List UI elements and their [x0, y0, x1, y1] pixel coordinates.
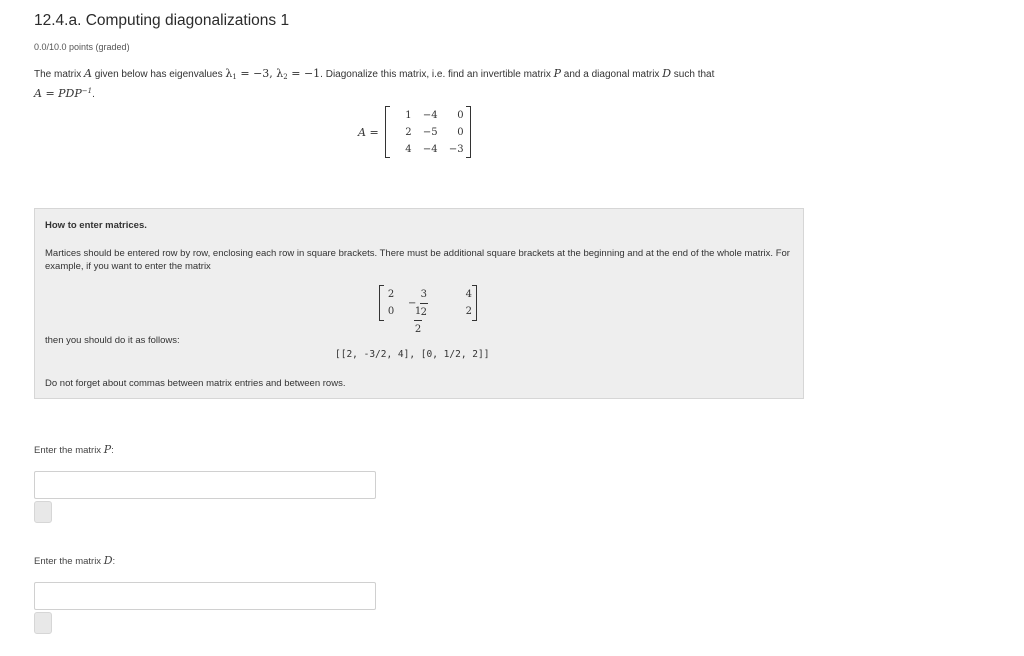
problem-text: and a diagonal matrix — [561, 69, 663, 80]
matrix-entry: 0 — [387, 306, 395, 317]
matrix-entry-fraction — [398, 303, 438, 335]
info-title: How to enter matrices. — [45, 220, 147, 231]
matrix-entry: 4 — [405, 143, 412, 155]
problem-text: such that — [671, 69, 715, 80]
matrix-entry: 0 — [457, 126, 464, 138]
label-text: Enter the matrix — [34, 556, 104, 567]
matrix-entry: −3 — [448, 143, 464, 155]
matrix-p-input[interactable] — [34, 471, 376, 499]
formula-text: A = PDP — [34, 87, 82, 100]
example-matrix — [379, 285, 477, 335]
colon: : — [111, 445, 114, 456]
var-p: P — [103, 443, 112, 456]
label-text: Enter the matrix — [34, 445, 104, 456]
matrix-entry: 1 — [405, 109, 412, 121]
matrix-p-label — [34, 443, 114, 456]
matrix-entry: −4 — [422, 143, 438, 155]
matrix-entry-fraction — [398, 286, 438, 318]
matrix-d-preview-button[interactable] — [34, 612, 52, 634]
eigenvalue-value: = −3, — [236, 67, 277, 80]
var-a: A — [84, 67, 92, 80]
eigenvalue-1 — [225, 67, 276, 80]
formula — [34, 87, 92, 100]
matrix-p-preview-button[interactable] — [34, 501, 52, 523]
denominator: 2 — [414, 324, 422, 335]
info-paragraph: Martices should be entered row by row, enclosing each row in square brackets. There must be additional square brackets at the beginning and at the end of the whole matrix. For example, if you want to enter the matrix — [45, 248, 790, 272]
problem-text: given below has eigenvalues — [91, 69, 226, 80]
matrix-entry: −5 — [422, 126, 438, 138]
problem-text: The matrix — [34, 69, 85, 80]
numerator: 3 — [420, 286, 428, 304]
eigenvalue-2 — [276, 67, 320, 80]
matrix-entry: 0 — [457, 109, 464, 121]
points-status: 0.0/10.0 points (graded) — [34, 42, 130, 52]
example-matrix-entries — [384, 286, 472, 335]
var-d: D — [662, 67, 672, 80]
lambda-symbol: λ — [225, 67, 233, 80]
fraction — [414, 303, 422, 338]
var-d: D — [103, 554, 113, 567]
var-p: P — [553, 67, 562, 80]
info-then-text: then you should do it as follows: — [45, 335, 180, 346]
matrix-entry: 2 — [465, 306, 472, 317]
matrix-a-label: A = — [358, 125, 379, 139]
problem-statement — [34, 67, 804, 102]
subscript: 1 — [232, 73, 237, 81]
colon: : — [112, 556, 116, 567]
problem-title: 12.4.a. Computing diagonalizations 1 — [34, 12, 290, 29]
matrix-a-display — [358, 106, 471, 158]
minus-sign: − — [408, 298, 417, 309]
info-note: Do not forget about commas between matrix entries and between rows. — [45, 378, 346, 389]
right-bracket — [466, 106, 471, 158]
subscript: 2 — [283, 73, 288, 81]
right-bracket — [472, 285, 477, 321]
superscript: −1 — [81, 87, 93, 95]
matrix-entry: 2 — [387, 289, 395, 300]
matrix-entry: −4 — [422, 109, 438, 121]
lambda-symbol: λ — [276, 67, 284, 80]
matrix-d-input[interactable] — [34, 582, 376, 610]
numerator: 1 — [414, 303, 422, 321]
matrix-d-label — [34, 554, 115, 567]
matrix-a-entries — [390, 107, 466, 158]
example-code: [[2, -3/2, 4], [0, 1/2, 2]] — [335, 349, 490, 360]
denominator: 2 — [420, 307, 427, 318]
matrix-entry: 4 — [465, 289, 472, 300]
period: . — [92, 89, 95, 100]
how-to-enter-box — [34, 208, 804, 399]
matrix-entry: 2 — [405, 126, 412, 138]
eigenvalue-value: = −1 — [287, 67, 321, 80]
problem-text: . Diagonalize this matrix, i.e. find an invertible matrix — [320, 69, 554, 80]
